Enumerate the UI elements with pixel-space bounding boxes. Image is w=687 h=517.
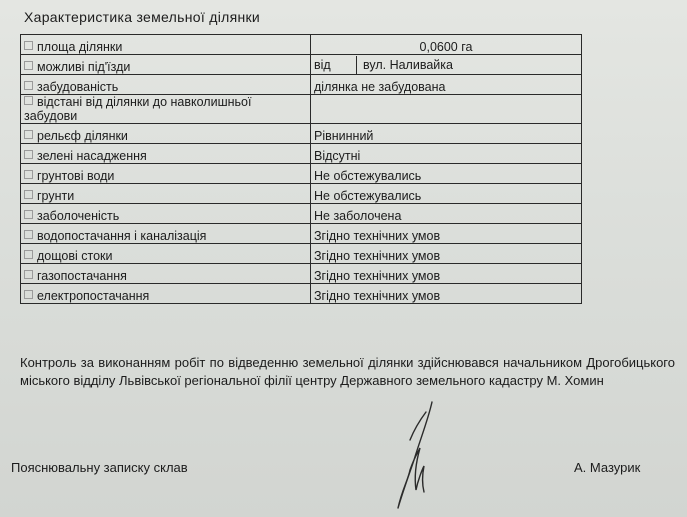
table-row	[21, 184, 582, 204]
row-value: ділянка не забудована	[311, 75, 582, 95]
table-row	[21, 144, 582, 164]
checkbox-icon	[24, 170, 33, 179]
row-value	[311, 95, 582, 124]
row-value: Не обстежувались	[311, 164, 582, 184]
table-row	[21, 224, 582, 244]
row-value: Згідно технічних умов	[311, 284, 582, 304]
row-label: забудованість	[21, 75, 311, 95]
checkbox-icon	[24, 61, 33, 70]
row-value: 0,0600 га	[311, 35, 582, 55]
table-row	[21, 204, 582, 224]
row-label: рельєф ділянки	[21, 124, 311, 144]
row-value	[311, 55, 582, 75]
direction-prefix: від	[311, 56, 357, 74]
land-characteristics-table	[20, 34, 582, 304]
section-heading: Характеристика земельної ділянки	[24, 9, 261, 25]
checkbox-icon	[24, 290, 33, 299]
checkbox-icon	[24, 270, 33, 279]
table-row	[21, 55, 582, 75]
row-label: дощові стоки	[21, 244, 311, 264]
checkbox-icon	[24, 250, 33, 259]
table-row	[21, 244, 582, 264]
row-label: грунтові води	[21, 164, 311, 184]
checkbox-icon	[24, 130, 33, 139]
table-row	[21, 124, 582, 144]
checkbox-icon	[24, 96, 33, 105]
row-value: Відсутні	[311, 144, 582, 164]
row-label: заболоченість	[21, 204, 311, 224]
row-label: можливі під'їзди	[21, 55, 311, 75]
table-row	[21, 284, 582, 304]
row-value: Згідно технічних умов	[311, 224, 582, 244]
row-value: Не обстежувались	[311, 184, 582, 204]
row-value: Згідно технічних умов	[311, 244, 582, 264]
row-label: газопостачання	[21, 264, 311, 284]
table-row	[21, 164, 582, 184]
row-label: зелені насадження	[21, 144, 311, 164]
footer-author-name: А. Мазурик	[574, 460, 641, 475]
row-label: площа ділянки	[21, 35, 311, 55]
footer-compiled-by: Пояснювальну записку склав	[11, 460, 188, 475]
checkbox-icon	[24, 81, 33, 90]
row-label: відстані від ділянки до навколишньої забудови	[21, 95, 311, 124]
checkbox-icon	[24, 190, 33, 199]
checkbox-icon	[24, 210, 33, 219]
checkbox-icon	[24, 230, 33, 239]
table-row	[21, 35, 582, 55]
row-value: Рівнинний	[311, 124, 582, 144]
checkbox-icon	[24, 41, 33, 50]
table-row	[21, 264, 582, 284]
row-label: водопостачання і каналізація	[21, 224, 311, 244]
row-value: Не заболочена	[311, 204, 582, 224]
row-label: електропостачання	[21, 284, 311, 304]
row-label: грунти	[21, 184, 311, 204]
signature-mark	[380, 400, 450, 515]
row-value: Згідно технічних умов	[311, 264, 582, 284]
table-row	[21, 75, 582, 95]
checkbox-icon	[24, 150, 33, 159]
street-name: вул. Наливайка	[363, 58, 453, 72]
table-row	[21, 95, 582, 124]
control-paragraph: Контроль за виконанням робіт по відведенню земельної ділянки здійснювався начальником Дрогобицького міського відділу Львівської регіональної філії центру Державного земельного кадастру М. Хомин	[20, 355, 675, 388]
